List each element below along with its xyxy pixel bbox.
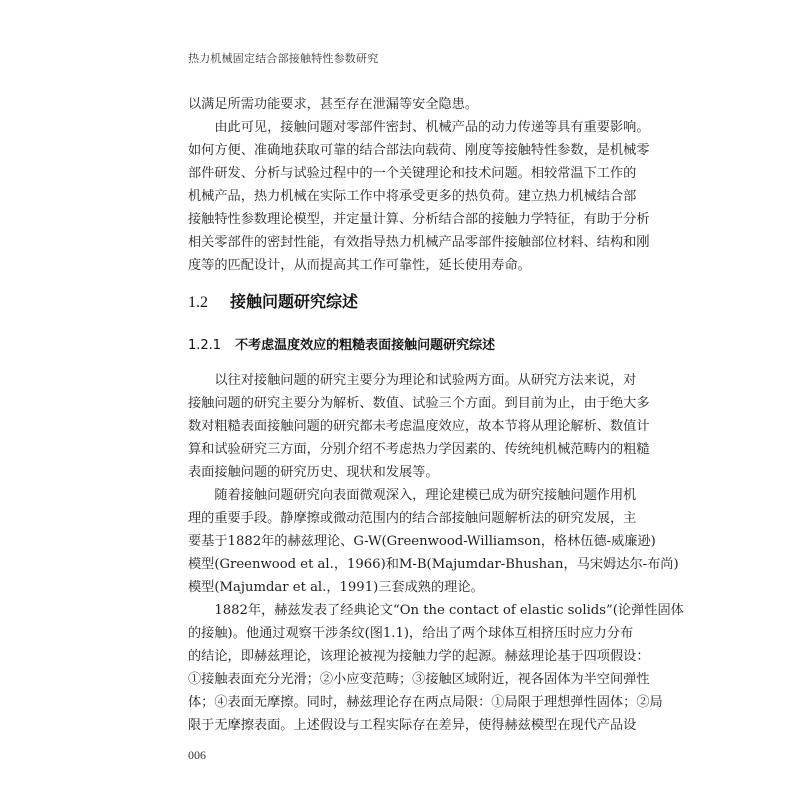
body-line: 模型(Majumdar et al.，1991)三套成熟的理论。 [188,580,484,595]
body-line: 体；④表面无摩擦。同时，赫兹理论存在两点局限：①局限于理想弹性固体；②局 [188,695,663,710]
body-line: 模型(Greenwood et al.，1966)和M-B(Majumdar-Bhushan，马宋姆达尔-布尚) [188,557,679,572]
body-line: 以往对接触问题的研究主要分为理论和试验两方面。从研究方法来说，对 [188,373,637,388]
running-header: 热力机械固定结合部接触特性参数研究 [188,52,379,65]
paragraph-line: 以满足所需功能要求，甚至存在泄漏等安全隐患。 [188,97,479,112]
section-number: 1.2 [188,294,208,311]
body-line: 表面接触问题的研究历史、现状和发展等。 [188,465,439,480]
body-line: 数对粗糙表面接触问题的研究都未考虑温度效应，故本节将从理论解析、数值计 [188,419,650,434]
paragraph-line: 如何方便、准确地获取可靠的结合部法向载荷、刚度等接触特性参数，是机械零 [188,143,650,158]
section-title: 接触问题研究综述 [230,292,359,311]
body-line: 理的重要手段。静摩擦或微动范围内的结合部接触问题解析法的研究发展，主 [188,511,637,526]
paragraph-line: 相关零部件的密封性能，有效指导热力机械产品零部件接触部位材料、结构和刚 [188,235,650,250]
subsection-number: 1.2.1 [188,338,222,353]
paragraph-line: 部件研发、分析与试验过程中的一个关键理论和技术问题。相较常温下工作的 [188,166,637,181]
body-line: 限于无摩擦表面。上述假设与工程实际存在差异，使得赫兹模型在现代产品设 [188,718,637,733]
paragraph-line: 接触特性参数理论模型，并定量计算、分析结合部的接触力学特征，有助于分析 [188,212,650,227]
body-line: 算和试验研究三方面，分别介绍不考虑热力学因素的、传统纯机械范畴内的粗糙 [188,442,650,457]
section-heading [188,289,358,312]
paragraph-line: 度等的匹配设计，从而提高其工作可靠性，延长使用寿命。 [188,258,531,273]
body-line: 接触问题的研究主要分为解析、数值、试验三个方面。到目前为止，由于绝大多 [188,396,650,411]
subsection-heading [188,334,495,353]
body-line: 要基于1882年的赫兹理论、G-W(Greenwood-Williamson，格林伍德-威廉逊) [188,534,656,549]
body-line: 随着接触问题研究向表面微观深入，理论建模已成为研究接触问题作用机 [188,488,637,503]
paragraph-line: 由此可见，接触问题对零部件密封、机械产品的动力传递等具有重要影响。 [188,120,650,135]
subsection-title: 不考虑温度效应的粗糙表面接触问题研究综述 [235,338,496,353]
page-number: 006 [188,748,206,762]
body-line: 的结论，即赫兹理论，该理论被视为接触力学的起源。赫兹理论基于四项假设： [188,649,650,664]
body-line: 的接触)。他通过观察干涉条纹(图1.1)，给出了两个球体互相挤压时应力分布 [188,626,634,641]
paragraph-line: 机械产品，热力机械在实际工作中将承受更多的热负荷。建立热力机械结合部 [188,189,637,204]
body-line: ①接触表面充分光滑；②小应变范畴；③接触区域附近，视各固体为半空间弹性 [188,672,650,687]
body-line: 1882年，赫兹发表了经典论文“On the contact of elastic solids”(论弹性固体 [188,603,684,618]
